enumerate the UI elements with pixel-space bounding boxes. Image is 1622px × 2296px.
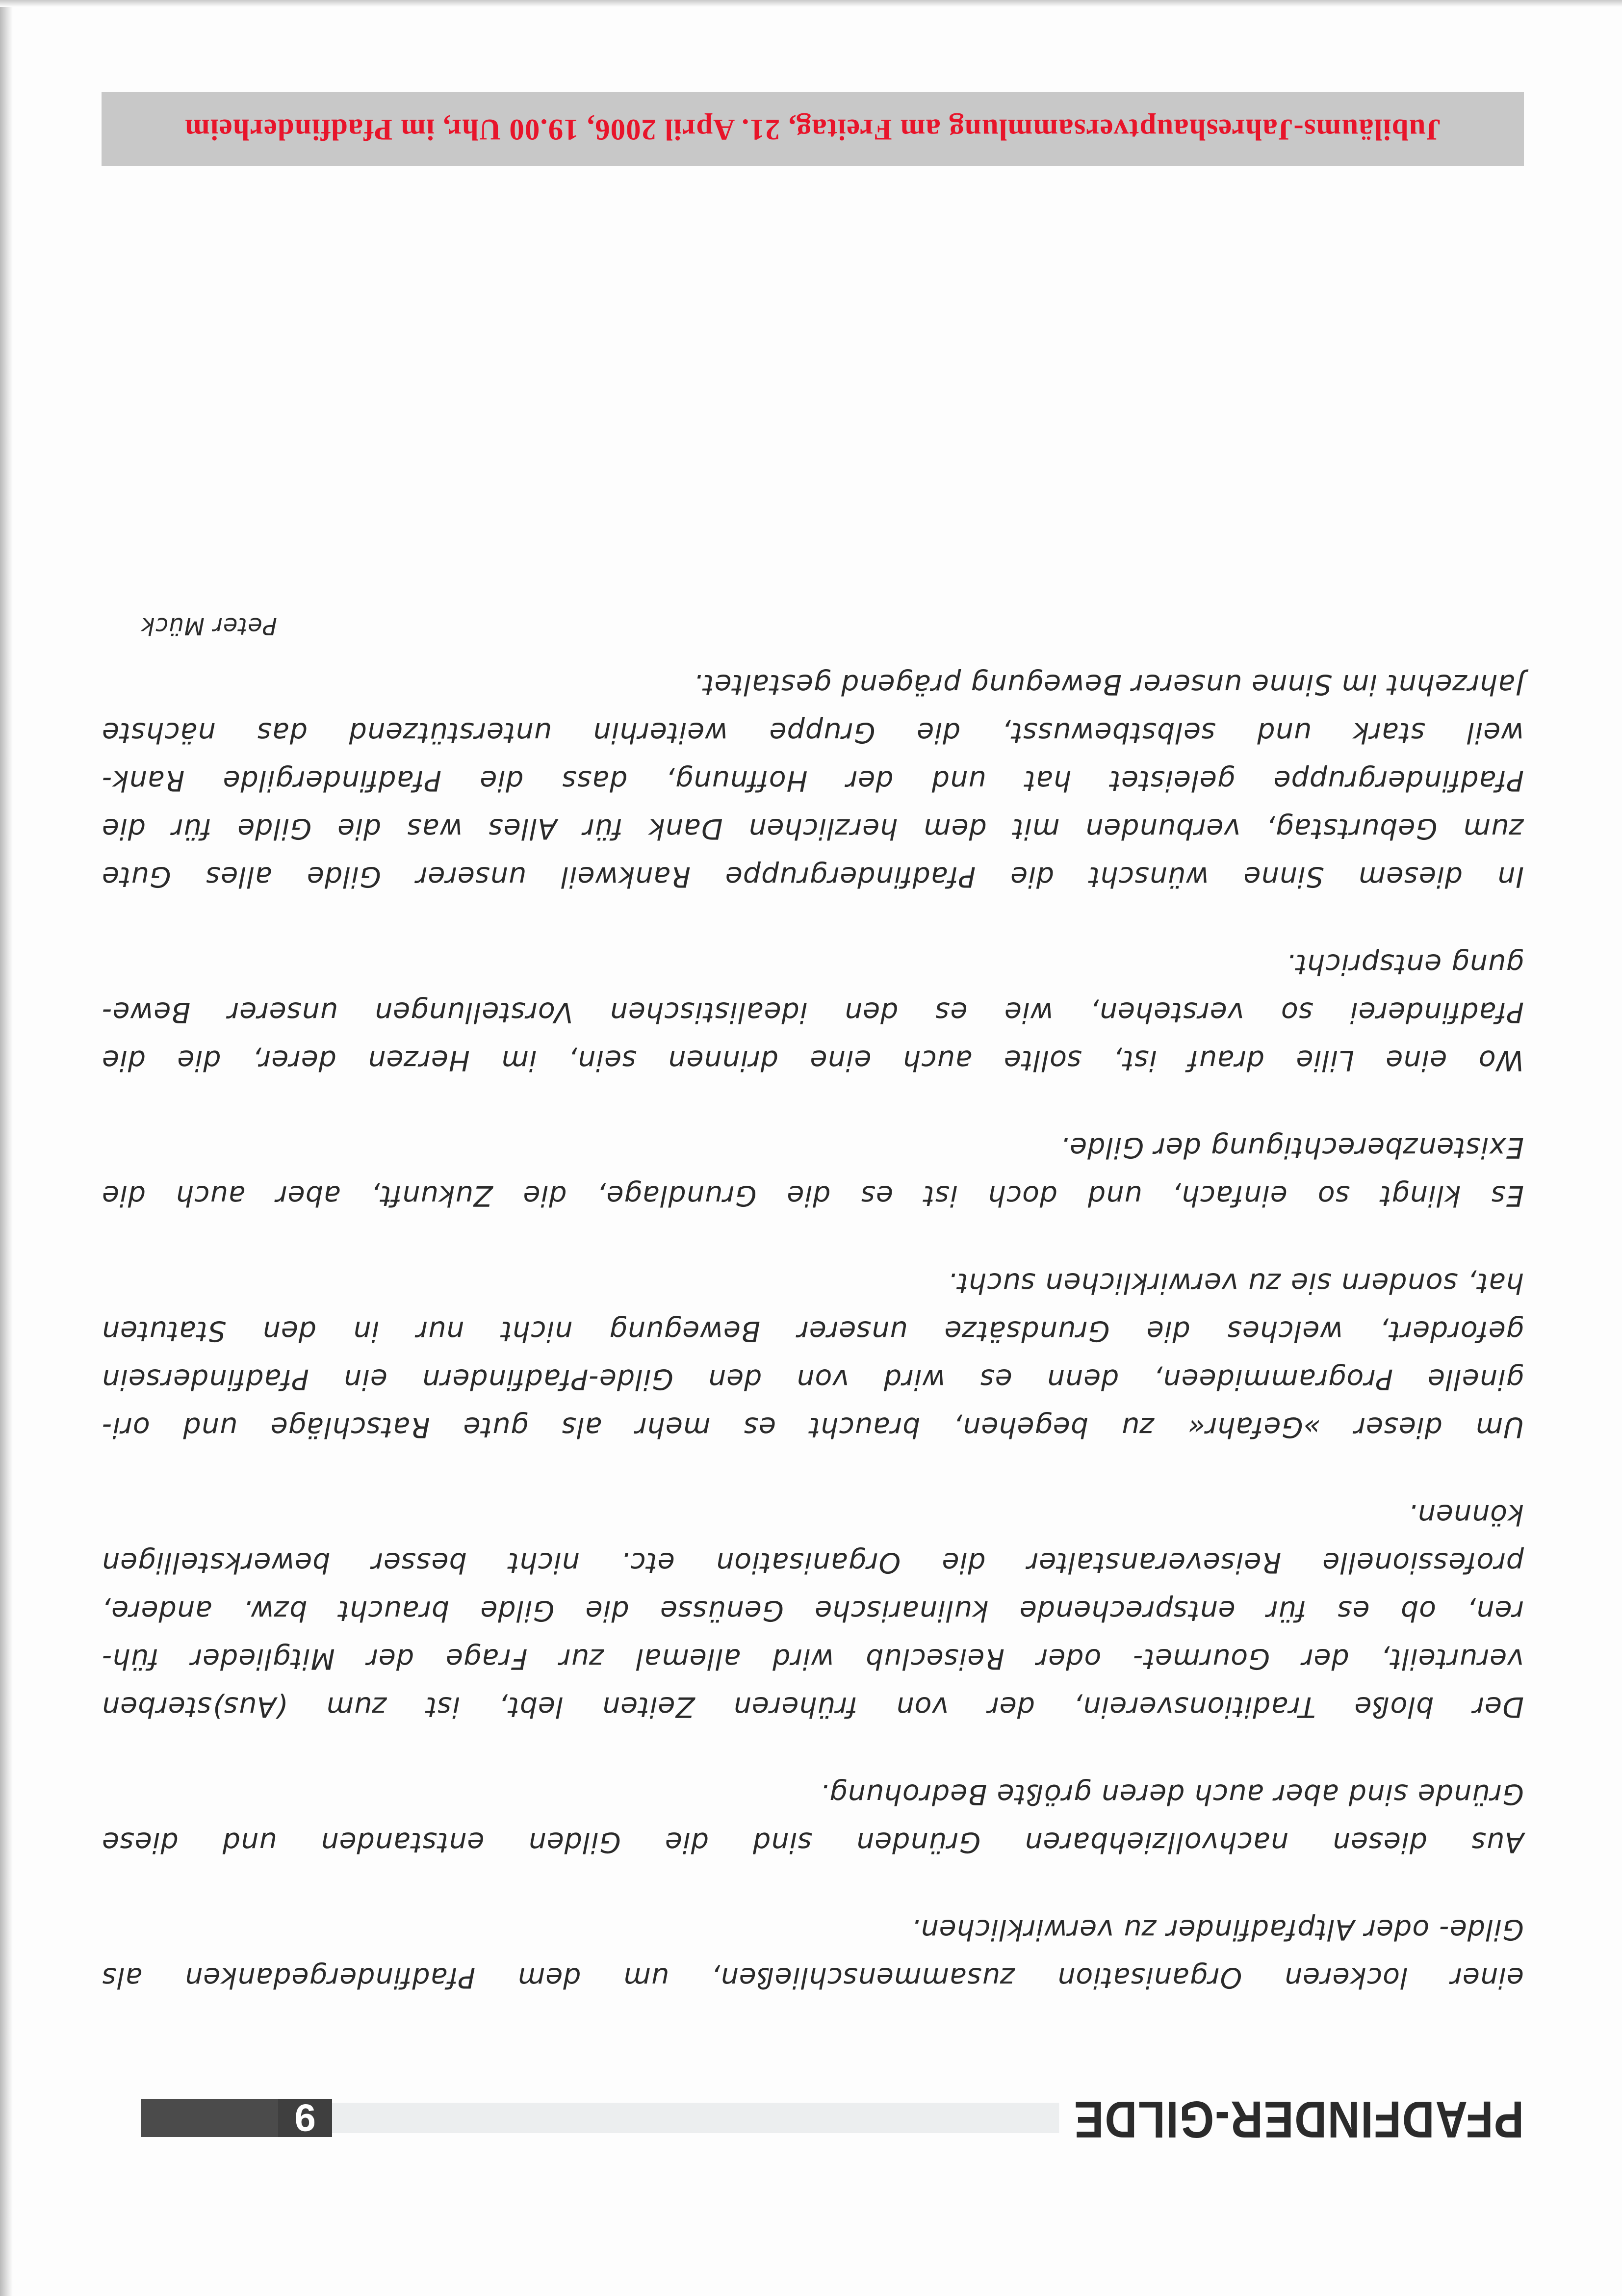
paragraph [102,1905,1524,2002]
text-line: hat, sondern sie zu verwirklichen sucht. [947,1267,1524,1299]
paragraph [102,660,1524,901]
text-line: Gründe sind aber auch deren größte Bedrohung. [820,1778,1524,1810]
brand-title: PFADFINDER-GILDE [1059,2091,1524,2148]
text-line: verurteilt, der Gourmet- oder Reiseclub wird allemal zur Frage der Mitglieder füh- [102,1643,1524,1675]
text-line: professionelle Reiseveranstalter die Organisation etc. nicht besser bewerkstelligen [102,1546,1524,1579]
page-number-badge [141,2096,332,2139]
page-header [141,2090,1524,2148]
paragraph [102,1259,1524,1451]
page-edge-shadow-bottom [0,0,1622,7]
text-line: zum Geburtstag, verbunden mit dem herzlichen Dank für Alles was die Gilde für die [102,812,1524,845]
text-line: Aus diesen nachvollziehbaren Gründen sind die Gilden entstanden und diese [102,1826,1524,1858]
text-line: Pfadfindergruppe geleistet hat und der Hoffnung, dass die Pfadfindergilde Rank- [102,764,1524,797]
text-line: Jahrzehnt im Sinne unserer Bewegung prägend gestaltet. [693,668,1524,701]
page-number: 9 [278,2099,332,2137]
text-line: Es klingt so einfach, und doch ist es die Grundlage, die Zukunft, aber auch die [102,1179,1524,1212]
text-line: In diesem Sinne wünscht die Pfadfindergruppe Rankweil unserer Gilde alles Gute [102,861,1524,893]
paragraph [102,1490,1524,1731]
author-signature: Peter Mück [141,612,277,640]
text-line: können. [1408,1498,1524,1531]
text-line: Pfadfinderei so verstehen, wie es den idealistischen Vorstellungen unserer Bewe- [102,996,1524,1028]
text-line: Existenzberechtigung der Gilde. [1060,1131,1524,1164]
text-line: einer lockeren Organisation zusammenschließen, um dem Pfadfindergedanken als [102,1961,1524,1994]
paragraph [102,1123,1524,1220]
text-line: gefordert, welches die Grundsätze unserer Bewegung nicht nur in den Statuten [102,1315,1524,1347]
text-line: ginelle Programmideen, denn es wird von den Gilde-Pfadfindern ein Pfadfindersein [102,1363,1524,1395]
paragraph [102,1770,1524,1866]
text-line: gung entspricht. [1286,948,1524,980]
text-line: ren, ob es für entsprechende kulinarische Genüsse die Gilde braucht bzw. andere, [102,1594,1524,1627]
page-edge-shadow [0,0,13,2296]
paragraph [102,940,1524,1084]
event-banner: Jubiläums-Jahreshauptversammlung am Freitag, 21. April 2006, 19.00 Uhr, im Pfadfinderheim [102,92,1524,166]
text-line: Um dieser »Gefahr« zu begehen, braucht es mehr als gute Ratschläge und ori- [102,1411,1524,1443]
text-line: weil stark und selbstbewusst, die Gruppe weiterhin unterstützend das nächste [102,716,1524,749]
text-line: Wo eine Lilie drauf ist, sollte auch eine drinnen sein, im Herzen derer, die die [102,1044,1524,1076]
text-line: Gilde- oder Altpfadfinder zu verwirklichen. [911,1913,1524,1946]
text-line: Der bloße Traditionsverein, der von früheren Zeiten lebt, ist zum (Aus)sterben [102,1691,1524,1723]
article-body [102,606,1524,2002]
